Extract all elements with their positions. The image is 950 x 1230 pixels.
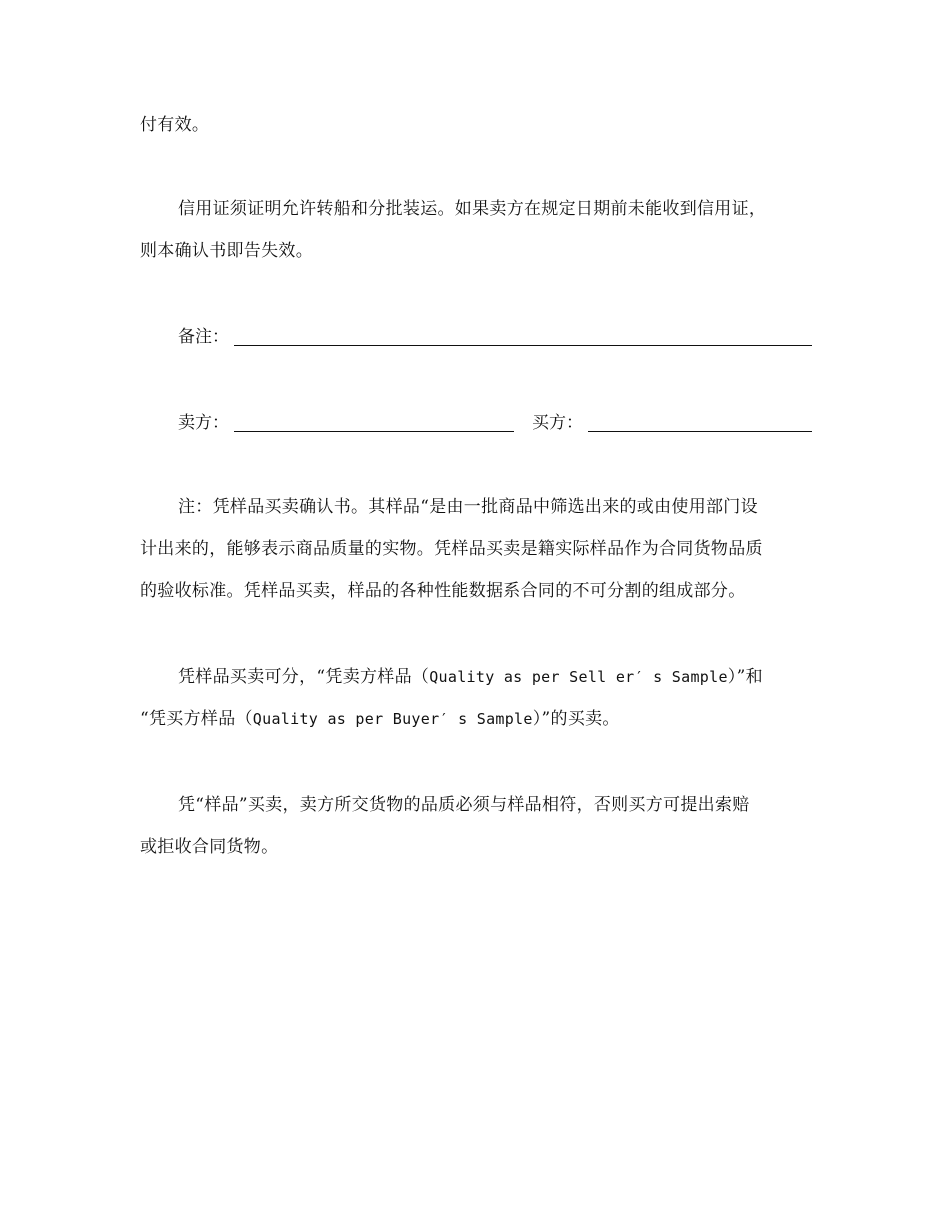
sample-types-text-a: 凭样品买卖可分，“凭卖方样品（ [178, 667, 430, 687]
note-line-3: 的验收标准。凭样品买卖，样品的各种性能数据系合同的不可分割的组成部分。 [140, 581, 746, 601]
buyer-label: 买方： [532, 413, 583, 433]
seller-sample-english: Quality as per Sell er′ s Sample [429, 668, 728, 686]
remarks-field[interactable] [234, 345, 812, 346]
sample-types-line-1 [178, 666, 812, 688]
seller-signature-field[interactable] [234, 431, 514, 432]
buyer-signature-field[interactable] [588, 431, 812, 432]
sample-types-text-f: ）”的买卖。 [532, 709, 620, 729]
paragraph-continuation: 付有效。 [140, 115, 210, 135]
sample-types-line-2 [140, 708, 812, 730]
lc-clause-line-2: 则本确认书即告失效。 [140, 241, 313, 261]
sample-types-text-c: ）”和 [727, 667, 763, 687]
note-line-2: 计出来的，能够表示商品质量的实物。凭样品买卖是籍实际样品作为合同货物品质 [140, 539, 763, 559]
signature-row [178, 412, 812, 438]
quality-clause-line-2: 或拒收合同货物。 [140, 837, 279, 857]
seller-label: 卖方： [178, 413, 229, 433]
buyer-sample-english: Quality as per Buyer′ s Sample [252, 710, 533, 728]
remarks-row [178, 326, 812, 352]
lc-clause-line-1: 信用证须证明允许转船和分批装运。如果卖方在规定日期前未能收到信用证， [178, 199, 767, 219]
note-line-1: 注：凭样品买卖确认书。其样品“是由一批商品中筛选出来的或由使用部门设 [178, 497, 758, 517]
quality-clause-line-1: 凭“样品”买卖，卖方所交货物的品质必须与样品相符，否则买方可提出索赔 [178, 795, 750, 815]
remarks-label: 备注： [178, 327, 229, 347]
sample-types-text-d: “凭买方样品（ [140, 709, 253, 729]
